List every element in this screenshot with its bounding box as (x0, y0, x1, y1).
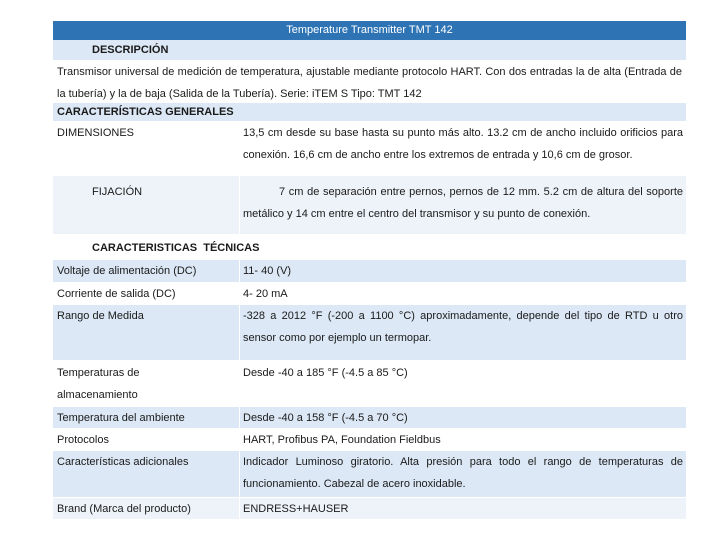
dimensiones-label: DIMENSIONES (57, 127, 135, 139)
dimensiones-row (53, 122, 686, 176)
corriente-value: 4- 20 mA (243, 288, 288, 300)
rango-row (53, 305, 686, 361)
column-divider (239, 361, 240, 406)
rango-label: Rango de Medida (57, 310, 144, 322)
corriente-row (53, 283, 686, 305)
column-divider (239, 305, 240, 360)
ambiente-value: Desde -40 a 158 °F (-4.5 a 70 °C) (243, 412, 408, 424)
marca-label: Brand (Marca del producto) (57, 503, 191, 515)
column-divider (239, 260, 240, 282)
protocolos-label: Protocolos (57, 434, 109, 446)
column-divider (239, 283, 240, 304)
generales-heading: CARACTERÍSTICAS GENERALES (57, 106, 234, 118)
corriente-label: Corriente de salida (DC) (57, 288, 176, 300)
column-divider (239, 176, 240, 234)
descripcion-text-row (53, 61, 686, 103)
marca-value: ENDRESS+HAUSER (243, 503, 349, 515)
fijacion-row (53, 176, 686, 235)
column-divider (239, 122, 240, 175)
ambiente-row (53, 407, 686, 429)
voltaje-value: 11- 40 (V) (243, 265, 292, 277)
sheet-title: Temperature Transmitter TMT 142 (53, 21, 686, 40)
rango-value: -328 a 2012 °F (-200 a 1100 °C) aproximadamente, depende del tipo de RTD u otro sensor como por ejemplo un termopar. (243, 310, 683, 344)
descripcion-text: Transmisor universal de medición de temperatura, ajustable mediante protocolo HART. Con dos entradas la de alta (Entrada de la tubería) y la de baja (Salida de la Tubería). Serie: iTEM S Tipo: TMT 142 (57, 66, 682, 100)
almacenamiento-row (53, 361, 686, 407)
voltaje-row (53, 260, 686, 283)
column-divider (239, 407, 240, 428)
fijacion-value: 7 cm de separación entre pernos, pernos de 12 mm. 5.2 cm de altura del soporte metálico y 14 cm entre el centro del transmisor y su punto de conexión. (243, 186, 683, 220)
dimensiones-value: 13,5 cm desde su base hasta su punto más alto. 13.2 cm de ancho incluido orificios para conexión. 16,6 cm de ancho entre los extremos de entrada y 10,6 cm de grosor. (243, 127, 683, 161)
marca-row (53, 498, 686, 520)
adicionales-row (53, 451, 686, 498)
protocolos-row (53, 429, 686, 451)
adicionales-value: Indicador Luminoso giratorio. Alta presión para todo el rango de temperaturas de funcionamiento. Cabezal de acero inoxidable. (243, 456, 683, 490)
almacenamiento-value: Desde -40 a 185 °F (-4.5 a 85 °C) (243, 367, 408, 379)
descripcion-heading: DESCRIPCIÓN (92, 44, 169, 56)
generales-heading-row (53, 103, 686, 122)
spec-sheet (53, 21, 686, 520)
fijacion-label: FIJACIÓN (92, 186, 143, 198)
adicionales-label: Características adicionales (57, 456, 189, 468)
ambiente-label: Temperatura del ambiente (57, 412, 185, 424)
tecnicas-heading: CARACTERISTICAS TÉCNICAS (92, 242, 260, 254)
voltaje-label: Voltaje de alimentación (DC) (57, 265, 197, 277)
column-divider (239, 451, 240, 497)
almacenamiento-label: Temperaturas de almacenamiento (57, 367, 140, 401)
protocolos-value: HART, Profibus PA, Foundation Fieldbus (243, 434, 441, 446)
tecnicas-heading-row (53, 235, 686, 260)
descripcion-heading-row (53, 40, 686, 61)
column-divider (239, 429, 240, 450)
column-divider (239, 498, 240, 519)
